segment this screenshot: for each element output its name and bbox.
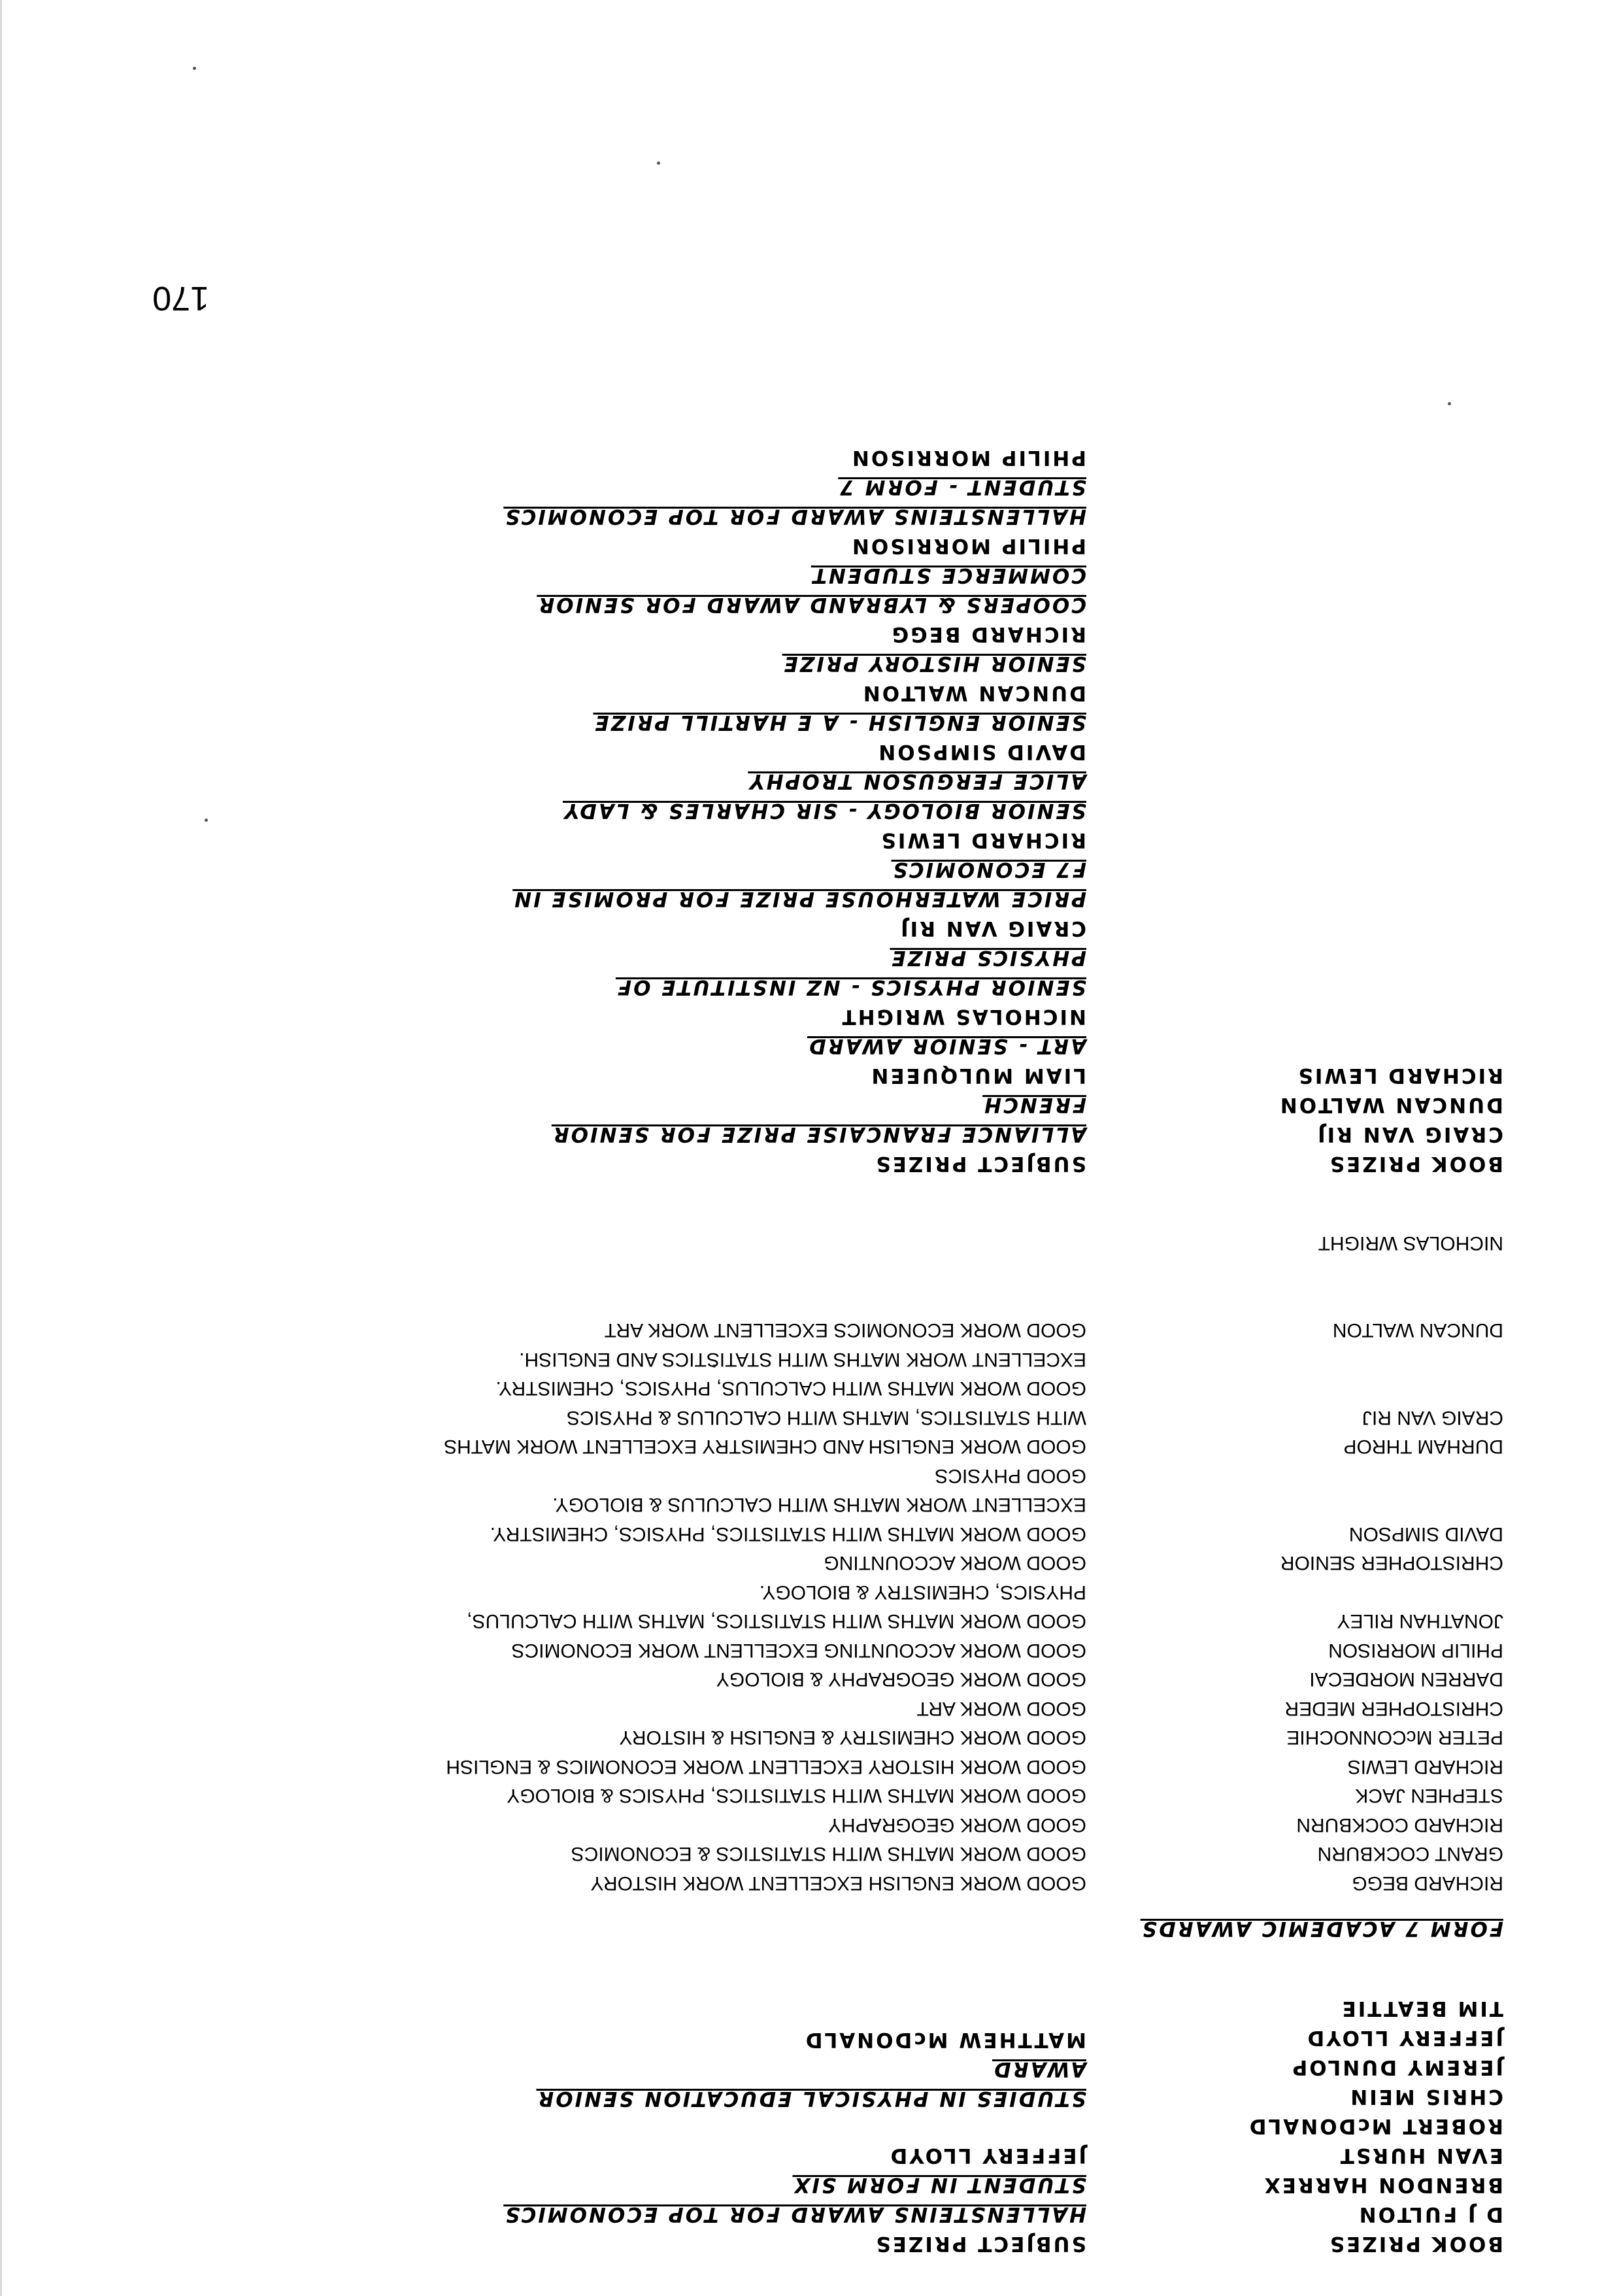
- award-title-line: FRENCH: [982, 1093, 1086, 1117]
- award-comment: EXCELLENT WORK MATHS WITH STATISTICS AND ENGLISH.: [519, 1349, 1086, 1370]
- award-comment: PHYSICS, CHEMISTRY & BIOLOGY.: [759, 1581, 1086, 1603]
- award-comment: GOOD WORK ECONOMICS EXCELLENT WORK ART: [604, 1319, 1086, 1342]
- award-title-line: PHYSICS PRIZE: [890, 946, 1086, 970]
- award-comment: WITH STATISTICS, MATHS WITH CALCULUS & PHYSICS: [566, 1407, 1086, 1428]
- student-name: NICHOLAS WRIGHT: [1318, 1232, 1503, 1254]
- award-title-line: SENIOR BIOLOGY - SIR CHARLES & LADY: [562, 799, 1086, 822]
- award-comment: GOOD WORK MATHS WITH STATISTICS, PHYSICS, CHEMISTRY.: [490, 1523, 1086, 1545]
- award-title-line: PRICE WATERHOUSE PRIZE FOR PROMISE IN: [512, 887, 1086, 911]
- student-name: CHRISTOPHER MEDER: [1284, 1698, 1503, 1719]
- form6-book-prize-name: EVAN HURST: [1338, 2144, 1503, 2167]
- award-comment: GOOD WORK MATHS WITH STATISTICS & ECONOMICS: [571, 1843, 1086, 1865]
- award-comment: GOOD WORK CHEMISTRY & ENGLISH & HISTORY: [619, 1727, 1086, 1749]
- scan-speck: [1448, 402, 1451, 405]
- student-name: DUNCAN WALTON: [1332, 1319, 1503, 1342]
- student-name: RICHARD BEGG: [1352, 1872, 1503, 1894]
- award-comment: GOOD WORK ACCOUNTING: [824, 1552, 1086, 1574]
- form7-subject-prizes-heading: SUBJECT PRIZES: [874, 1152, 1086, 1175]
- form6-book-prizes-heading: BOOK PRIZES: [1328, 2232, 1503, 2255]
- award-winner: PHILIP MORRISON: [850, 534, 1086, 558]
- award-title-line: STUDENT - FORM 7: [838, 475, 1086, 499]
- award-title-line: ART - SENIOR AWARD: [807, 1034, 1086, 1058]
- form6-book-prize-name: BRENDON HARREX: [1262, 2173, 1503, 2197]
- page-number: 170: [152, 279, 209, 317]
- award-winner: PHILIP MORRISON: [850, 446, 1086, 469]
- award-winner: RICHARD LEWIS: [879, 828, 1086, 852]
- award-comment: GOOD PHYSICS: [935, 1465, 1086, 1487]
- award-title-line: F7 ECONOMICS: [891, 858, 1086, 881]
- form7-academic-heading: FORM 7 ACADEMIC AWARDS: [1140, 1917, 1503, 1940]
- form7-book-prize-name: RICHARD LEWIS: [1296, 1064, 1503, 1087]
- scan-speck: [657, 161, 660, 165]
- award-comment: GOOD WORK MATHS WITH STATISTICS, MATHS WITH CALCULUS,: [467, 1610, 1086, 1632]
- form6-award-line: AWARD: [992, 2057, 1086, 2081]
- form6-winner: JEFFERY LLOYD: [888, 2144, 1086, 2167]
- award-comment: GOOD WORK HISTORY EXCELLENT WORK ECONOMICS & ENGLISH: [446, 1756, 1086, 1778]
- award-title-line: COOPERS & LYBRAND AWARD FOR SENIOR: [537, 593, 1086, 616]
- form6-award-line: STUDENT IN FORM SIX: [792, 2173, 1086, 2197]
- award-comment: GOOD WORK ENGLISH EXCELLENT WORK HISTORY: [590, 1872, 1086, 1894]
- award-comment: GOOD WORK MATHS WITH STATISTICS, PHYSICS & BIOLOGY: [507, 1785, 1086, 1807]
- student-name: JONATHAN RILEY: [1337, 1610, 1503, 1632]
- award-title-line: SENIOR ENGLISH - A E HARTILL PRIZE: [593, 711, 1086, 734]
- form6-award-line: STUDIES IN PHYSICAL EDUCATION SENIOR: [536, 2087, 1086, 2110]
- award-winner: CRAIG VAN RIJ: [899, 917, 1086, 940]
- award-title-line: ALLIANCE FRANCAISE PRIZE FOR SENIOR: [551, 1123, 1086, 1146]
- form6-book-prize-name: D J FULTON: [1357, 2203, 1503, 2226]
- award-title-line: HALLENSTEINS AWARD FOR TOP ECONOMICS: [503, 505, 1086, 528]
- form6-book-prize-name: TIM BEATTIE: [1340, 1997, 1503, 2020]
- student-name: RICHARD LEWIS: [1347, 1756, 1503, 1778]
- student-name: PETER McCONNOCHIE: [1286, 1727, 1503, 1749]
- award-comment: GOOD WORK GEOGRAPHY & BIOLOGY: [716, 1668, 1086, 1691]
- scan-edge-line: [0, 0, 2, 2296]
- student-name: DAVID SIMPSON: [1348, 1523, 1503, 1545]
- award-title-line: ALICE FERGUSON TROPHY: [748, 769, 1086, 793]
- form6-winner: MATTHEW McDONALD: [803, 2028, 1086, 2051]
- form7-book-prizes-heading: BOOK PRIZES: [1328, 1152, 1503, 1175]
- student-name: PHILIP MORRISON: [1328, 1640, 1503, 1661]
- form7-book-prize-name: DUNCAN WALTON: [1278, 1093, 1503, 1117]
- award-title-line: COMMERCE STUDENT: [811, 564, 1086, 587]
- scan-speck: [193, 67, 196, 70]
- award-comment: GOOD WORK MATHS WITH CALCULUS, PHYSICS, CHEMISTRY.: [495, 1377, 1086, 1400]
- award-title-line: SENIOR PHYSICS - NZ INSTITUTE OF: [615, 975, 1086, 999]
- student-name: DURHAM THROP: [1343, 1436, 1503, 1458]
- form6-book-prize-name: CHRIS MEIN: [1348, 2085, 1503, 2108]
- student-name: STEPHEN JACK: [1355, 1785, 1503, 1807]
- student-name: DARREN MORDECAI: [1309, 1668, 1503, 1691]
- award-comment: GOOD WORK GEOGRAPHY: [827, 1814, 1086, 1836]
- award-winner: DAVID SIMPSON: [877, 740, 1086, 764]
- award-winner: DUNCAN WALTON: [861, 681, 1086, 705]
- form6-subject-prizes-heading: SUBJECT PRIZES: [874, 2232, 1086, 2255]
- form6-award-line: HALLENSTEINS AWARD FOR TOP ECONOMICS: [503, 2203, 1086, 2226]
- form6-book-prize-name: ROBERT McDONALD: [1247, 2114, 1503, 2138]
- award-comment: GOOD WORK ART: [916, 1698, 1086, 1719]
- award-winner: LIAM MULQUEEN: [869, 1064, 1086, 1087]
- form6-book-prize-name: JEFFERY LLOYD: [1305, 2026, 1503, 2050]
- student-name: RICHARD COCKBURN: [1296, 1814, 1503, 1836]
- student-name: GRANT COCKBURN: [1317, 1843, 1503, 1865]
- award-comment: GOOD WORK ENGLISH AND CHEMISTRY EXCELLENT WORK MATHS: [444, 1436, 1086, 1458]
- student-name: CHRISTOPHER SENIOR: [1280, 1552, 1503, 1574]
- award-winner: NICHOLAS WRIGHT: [840, 1005, 1086, 1028]
- award-title-line: SENIOR HISTORY PRIZE: [782, 652, 1086, 675]
- award-comment: GOOD WORK ACCOUNTING EXCELLENT WORK ECONOMICS: [511, 1640, 1086, 1661]
- award-comment: EXCELLENT WORK MATHS WITH CALCULUS & BIOLOGY.: [552, 1494, 1086, 1516]
- form7-book-prize-name: CRAIG VAN RIJ: [1316, 1123, 1503, 1146]
- scan-speck: [205, 819, 208, 822]
- award-winner: RICHARD BEGG: [890, 622, 1086, 646]
- student-name: CRAIG VAN RIJ: [1362, 1407, 1503, 1428]
- form6-book-prize-name: JEREMY DUNLOP: [1290, 2055, 1503, 2079]
